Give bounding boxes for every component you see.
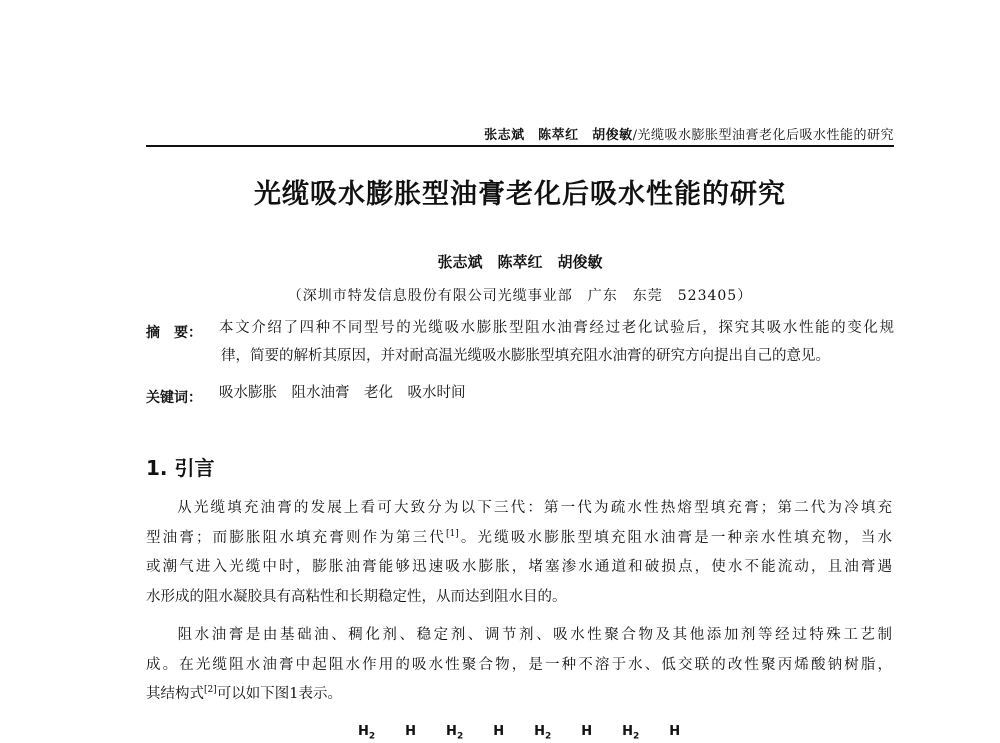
author-affiliation: （深圳市特发信息股份有限公司光缆事业部 广东 东莞 523405）: [287, 288, 753, 304]
running-header-title: /光缆吸水膨胀型油膏老化后吸水性能的研究: [632, 128, 894, 143]
abstract-label: 摘 要：: [146, 325, 202, 341]
para1-line-1: 从光缆填充油膏的发展上看可大致分为以下三代：第一代为疏水性热熔型填充膏；第二代为冷填充: [175, 500, 892, 516]
para2-line-3a: 其结构式: [146, 686, 204, 703]
citation-2[interactable]: [2]: [204, 685, 217, 696]
intro-paragraph-1: [146, 494, 892, 613]
para1-line-2a: 型油膏；而膨胀阻水填充膏则作为第三代: [146, 529, 446, 546]
header-rule: [146, 145, 894, 147]
para1-line-4: 水形成的阻水凝胶具有高粘性和长期稳定性，从而达到阻水目的。: [146, 589, 567, 606]
formula-atom: H: [669, 724, 681, 739]
formula-atom: H: [581, 724, 593, 739]
formula-atom: H: [405, 724, 417, 739]
formula-atom: $H_2$: [534, 724, 552, 742]
para1-line-2b: 。光缆吸水膨胀型填充阻水油膏是一种亲水性填充物，当水: [458, 529, 893, 546]
abstract-line-1: 本文介绍了四种不同型号的光缆吸水膨胀型阻水油膏经过老化试验后，探究其吸水性能的变化规: [219, 320, 894, 336]
keywords-label: 关键词：: [146, 390, 202, 406]
formula-atom: $H_2$: [358, 724, 376, 742]
formula-atom: $H_2$: [622, 724, 640, 742]
para2-line-2: 成。在光缆阻水油膏中起阻水作用的吸水性聚合物，是一种不溶于水、低交联的改性聚丙烯酸钠树脂，: [146, 656, 892, 673]
running-header-authors: 张志斌 陈萃红 胡俊敏: [484, 128, 633, 143]
para1-line-3: 或潮气进入光缆中时，膨胀油膏能够迅速吸水膨胀，堵塞渗水通道和破损点，使水不能流动，且油膏遇: [146, 559, 892, 576]
abstract-text: [219, 314, 894, 370]
author-byline: 张志斌 陈萃红 胡俊敏: [437, 253, 603, 271]
abstract-line-2: 律，简要的解析其原因，并对耐高温光缆吸水膨胀型填充阻水油膏的研究方向提出自己的意见。: [221, 348, 830, 364]
structural-formula: [358, 724, 710, 742]
paper-title: 光缆吸水膨胀型油膏老化后吸水性能的研究: [254, 179, 786, 210]
para2-line-3b: 可以如下图1表示。: [216, 686, 342, 703]
para2-line-1: 阻水油膏是由基础油、稠化剂、稳定剂、调节剂、吸水性聚合物及其他添加剂等经过特殊工艺制: [175, 627, 892, 643]
formula-atom: $H_2$: [446, 724, 464, 742]
section-heading-introduction: 1. 引言: [146, 456, 215, 480]
formula-atom: H: [493, 724, 505, 739]
intro-paragraph-2: [146, 621, 892, 710]
keywords-text: 吸水膨胀 阻水油膏 老化 吸水时间: [219, 385, 466, 401]
citation-1[interactable]: [1]: [445, 528, 459, 539]
running-header: [140, 124, 894, 143]
